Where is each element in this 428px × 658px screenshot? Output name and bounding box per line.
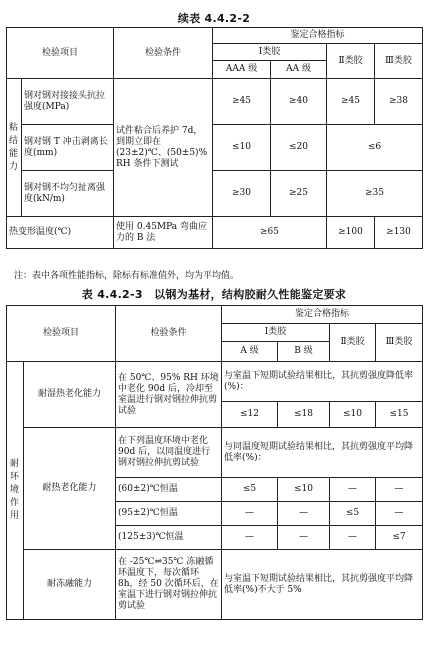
row-tensile-item: 钢对钢对接接头抗拉强度(MPa) [22, 79, 114, 125]
header-class3: Ⅲ类胶 [375, 44, 423, 79]
row-cleavage-item: 钢对钢不均匀扯离强度(kN/m) [22, 171, 114, 217]
cell: ≤20 [271, 125, 327, 171]
header-aaa: AAA 级 [213, 61, 271, 79]
group-environment: 耐环境作用 [7, 362, 24, 620]
row-hdt-cond: 使用 0.45MPa 弯曲应力的 B 法 [114, 217, 213, 249]
table1-title: 续表 4.4.2-2 [177, 12, 251, 25]
row-humid-cond: 在 50℃、95% RH 环境中老化 90d 后，冷却至室温进行钢对钢拉伸抗剪试验 [116, 362, 222, 428]
cell: ≥45 [213, 79, 271, 125]
cell: ≤5 [330, 502, 376, 526]
cell: ≥40 [271, 79, 327, 125]
row-humid-desc: 与室温下短期试验结果相比，其抗剪强度降低率(%)： [222, 362, 423, 402]
header-item: 检验项目 [7, 28, 114, 79]
sub-95-cond: (95±2)℃恒温 [116, 502, 222, 526]
row-heat-cond: 在下列温度环境中老化 90d 后，以同温度进行钢对钢拉伸抗剪试验 [116, 428, 222, 478]
row-humid-item: 耐湿热老化能力 [24, 362, 116, 428]
cell: ≤15 [376, 402, 423, 428]
cell: ≥25 [271, 171, 327, 217]
cell: ≥38 [375, 79, 423, 125]
row-hdt-item: 热变形温度(℃) [7, 217, 114, 249]
cell: ≤10 [330, 402, 376, 428]
header-b: B 级 [278, 342, 330, 362]
cell: — [222, 502, 278, 526]
cell: ≤7 [376, 526, 423, 550]
table1 [6, 27, 423, 249]
cell: — [376, 478, 423, 502]
cell: ≥100 [327, 217, 375, 249]
cell: ≤10 [278, 478, 330, 502]
group-bonding: 粘结能力 [7, 79, 22, 217]
cell: ≥65 [213, 217, 327, 249]
sub-60-cond: (60±2)℃恒温 [116, 478, 222, 502]
cell: ≤5 [222, 478, 278, 502]
row-peel-item: 钢对钢 T 冲击剥离长度(mm) [22, 125, 114, 171]
header-condition: 检验条件 [114, 28, 213, 79]
table1-note: 注：表中各项性能指标，除标有标准值外，均为平均值。 [14, 271, 240, 281]
header-class1: Ⅰ类胶 [222, 324, 330, 342]
header-item: 检验项目 [7, 306, 116, 362]
cell: ≤10 [213, 125, 271, 171]
header-a: A 级 [222, 342, 278, 362]
cell: ≥30 [213, 171, 271, 217]
row-heat-item: 耐热老化能力 [24, 428, 116, 550]
header-aa: AA 级 [271, 61, 327, 79]
header-class1: Ⅰ类胶 [213, 44, 327, 61]
table2-title: 表 4.4.2-3 以钢为基材，结构胶耐久性能鉴定要求 [81, 288, 347, 301]
cell: ≥35 [327, 171, 423, 217]
header-class3: Ⅲ类胶 [376, 324, 423, 362]
header-index: 鉴定合格指标 [213, 28, 423, 44]
cell: ≤18 [278, 402, 330, 428]
header-class2: Ⅱ类胶 [330, 324, 376, 362]
cell: — [222, 526, 278, 550]
sub-125-cond: (125±3)℃恒温 [116, 526, 222, 550]
cell: ≥45 [327, 79, 375, 125]
header-class2: Ⅱ类胶 [327, 44, 375, 79]
cell: — [278, 526, 330, 550]
cell: — [330, 478, 376, 502]
header-condition: 检验条件 [116, 306, 222, 362]
cond-curing: 试件粘合后养护 7d，到期立即在(23±2)℃、(50±5)% RH 条件下测试 [114, 79, 213, 217]
table2 [6, 305, 423, 620]
cell: — [278, 502, 330, 526]
row-freeze-cond: 在 -25℃⇌35℃ 冻融循环温度下，每次循环 8h，经 50 次循环后，在室温下进行钢对钢拉伸抗剪试验 [116, 550, 222, 620]
row-freeze-item: 耐冻融能力 [24, 550, 116, 620]
row-heat-desc: 与同温度短期试验结果相比，其抗剪强度平均降低率(%)： [222, 428, 423, 478]
cell: ≥130 [375, 217, 423, 249]
cell: ≤12 [222, 402, 278, 428]
cell: — [330, 526, 376, 550]
row-freeze-desc: 与室温下短期试验结果相比，其抗剪强度平均降低率(%)不大于 5% [222, 550, 423, 620]
cell: ≤6 [327, 125, 423, 171]
header-index: 鉴定合格指标 [222, 306, 423, 324]
cell: — [376, 502, 423, 526]
